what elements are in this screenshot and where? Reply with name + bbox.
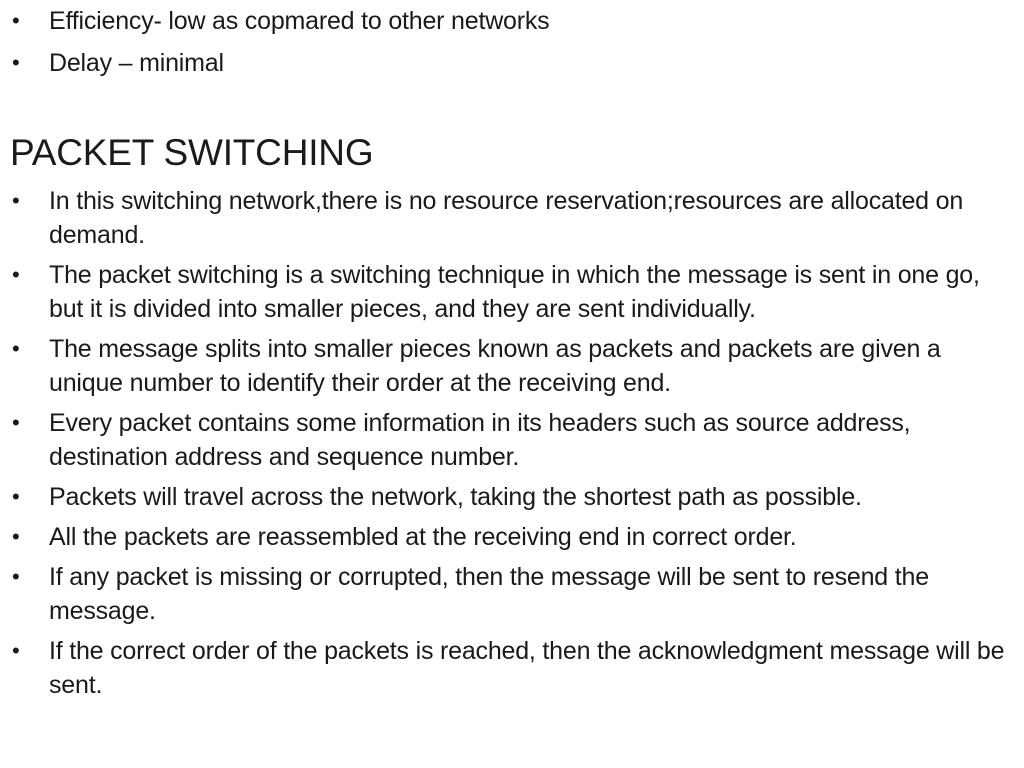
section-heading: PACKET SWITCHING: [10, 132, 374, 173]
bullet-dot-icon: •: [12, 188, 20, 213]
bullet-text: Efficiency- low as copmared to other networks: [49, 7, 550, 35]
bullet-text: The message splits into smaller pieces known as packets and packets are given a unique number to identify their order at the receiving end.: [49, 335, 941, 397]
bullet-text: In this switching network,there is no resource reservation;resources are allocated on demand.: [49, 187, 964, 249]
bullet-item: [0, 46, 1020, 80]
bullet-item: [0, 406, 1020, 474]
bullet-text: All the packets are reassembled at the receiving end in correct order.: [49, 523, 797, 551]
bullet-text: If any packet is missing or corrupted, then the message will be sent to resend the message.: [49, 563, 929, 625]
packet-switching-bullet-list: [0, 184, 1020, 708]
bullet-item: [0, 480, 1020, 514]
bullet-item: [0, 560, 1020, 628]
bullet-dot-icon: •: [12, 262, 20, 287]
bullet-item: [0, 258, 1020, 326]
bullet-text: Delay – minimal: [49, 49, 224, 77]
bullet-text: The packet switching is a switching technique in which the message is sent in one go, but it is divided into smaller pieces, and they are sent individually.: [49, 261, 980, 323]
bullet-dot-icon: •: [12, 8, 20, 33]
bullet-dot-icon: •: [12, 524, 20, 549]
bullet-item: [0, 332, 1020, 400]
bullet-text: Every packet contains some information in its headers such as source address, destination address and sequence number.: [49, 409, 911, 471]
bullet-text: If the correct order of the packets is reached, then the acknowledgment message will be sent.: [49, 637, 1005, 699]
bullet-item: [0, 520, 1020, 554]
bullet-text: Packets will travel across the network, taking the shortest path as possible.: [49, 483, 862, 511]
bullet-dot-icon: •: [12, 638, 20, 663]
bullet-item: [0, 4, 1020, 38]
bullet-item: [0, 184, 1020, 252]
bullet-item: [0, 634, 1020, 702]
bullet-dot-icon: •: [12, 564, 20, 589]
intro-bullet-list: [0, 4, 1020, 88]
bullet-dot-icon: •: [12, 336, 20, 361]
bullet-dot-icon: •: [12, 484, 20, 509]
bullet-dot-icon: •: [12, 50, 20, 75]
bullet-dot-icon: •: [12, 410, 20, 435]
